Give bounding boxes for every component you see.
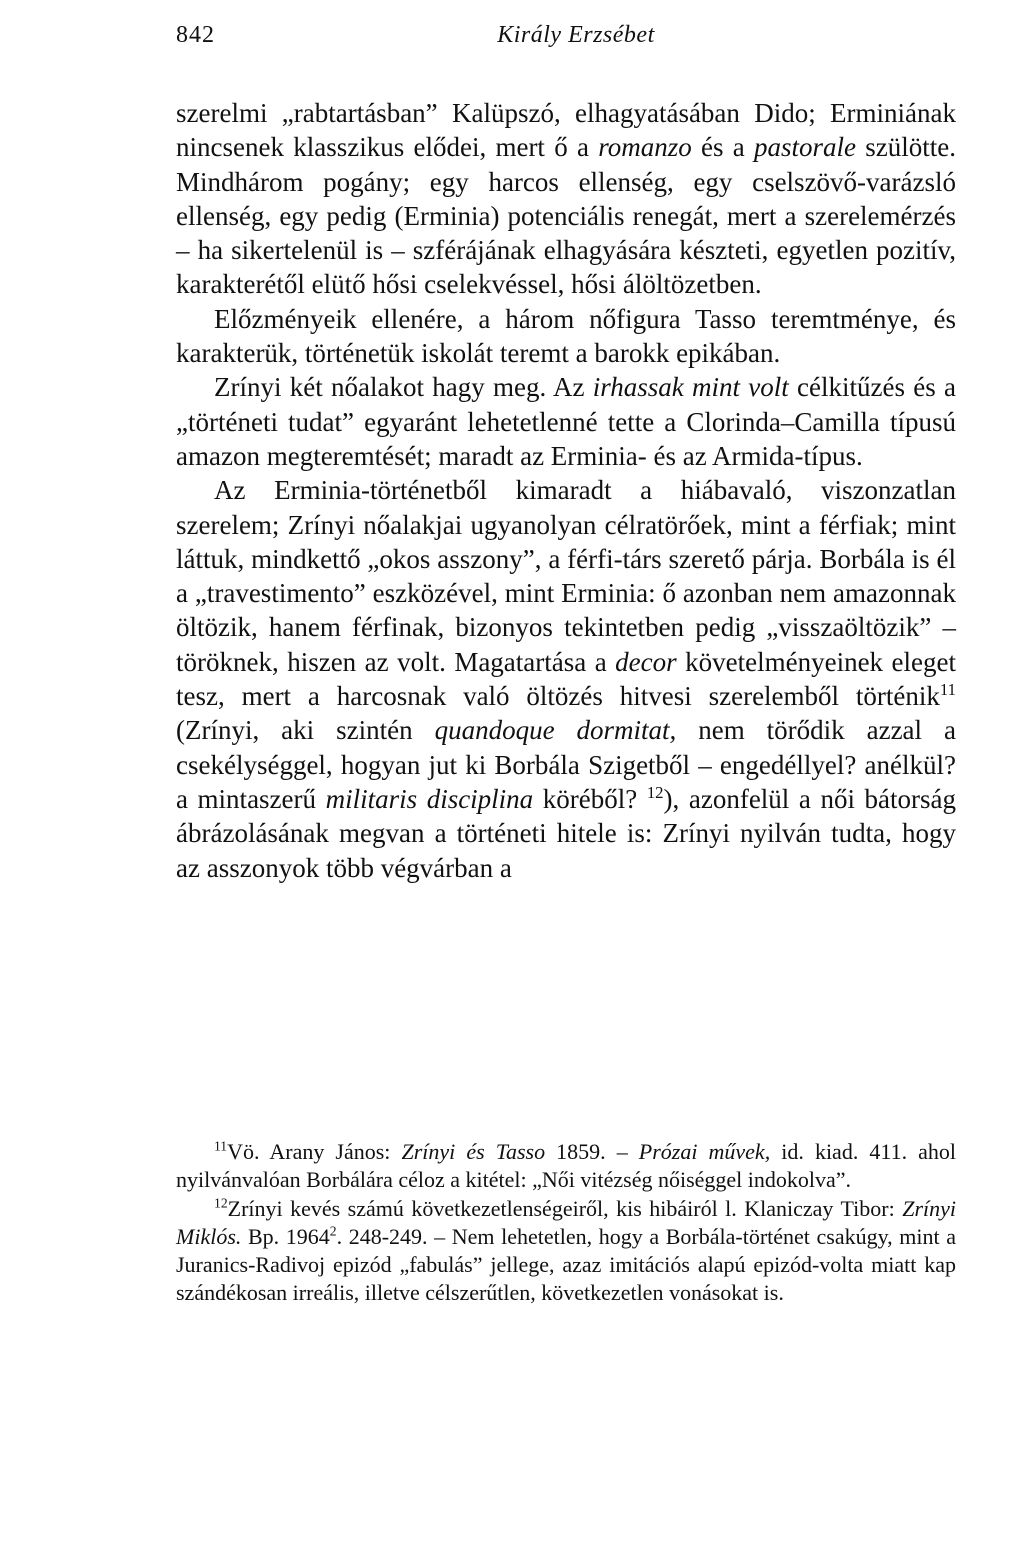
italic-text: romanzo	[598, 132, 692, 163]
italic-text: militaris disciplina	[325, 783, 534, 814]
text-run: követelményeinek eleget tesz, mert a harcosnak való öltözés hitvesi szerelemből történik	[176, 646, 956, 712]
text-run: Vö. Arany János:	[227, 1139, 402, 1164]
italic-text: quandoque dormitat,	[434, 715, 677, 746]
text-run: szerelmi „rabtartásban” Kalüpszó, elhagyatásában Dido; Erminiának nincsenek klasszikus elődei, mert ő a	[176, 98, 956, 163]
text-run: nem törődik azzal a csekélységgel, hogyan jut ki Borbála Szigetből – engedéllyel? anélkül? a mintaszerű	[176, 715, 956, 814]
text-run: . 248-249. – Nem lehetetlen, hogy a Borbála-történet csakúgy, mint a Juranics-Radivoj epizód „fabulás” jellege, azaz imitációs alapú epizód-volta miatt kap szándékosan irreális, illetve célszerűtlen, következetlen vonásokat is.	[176, 1223, 956, 1306]
italic-text: irhassak mint volt	[592, 372, 789, 403]
footnote-reference: 11	[214, 1138, 228, 1154]
italic-text: Zrínyi és Tasso	[401, 1139, 546, 1164]
text-run: ), azonfelül a női bátorság ábrázolásának megvan a történeti hitele is: Zrínyi nyilván tudta, hogy az asszonyok több végvárban a	[176, 783, 956, 883]
text-run: Zrínyi kevés számú következetlenségeiről, kis hibáiról l. Klaniczay Tibor:	[227, 1195, 903, 1221]
text-run: id. kiad. 411. ahol nyilvánvalóan Borbálára céloz a kitétel: „Női vitézség nőiséggel indokolva”.	[176, 1139, 957, 1193]
italic-text: Prózai művek,	[638, 1139, 771, 1164]
page-header	[176, 22, 956, 58]
footnote-reference: 2	[329, 1223, 337, 1239]
text-run: (Zrínyi, aki szintén	[176, 715, 435, 746]
text-run: köréből?	[533, 783, 647, 814]
text-run: Előzményeik ellenére, a három nőfigura Tasso teremtménye, és karakterük, történetük iskolát teremt a barokk epikában.	[176, 303, 956, 369]
footnotes	[176, 1138, 956, 1308]
text-run: Az Erminia-történetből kimaradt a hiábavaló, viszonzatlan szerelem; Zrínyi nőalakjai ugyanolyan célratörőek, mint a férfiak; mint láttuk, mindkettő „okos asszony”, a férfi-társ szerető párja. Borbála is él a „travestimento” eszközével, mint Erminia: ő azonban nem amazonnak öltözik, hanem férfinak, bizonyos tekintetben pedig „visszaöltözik” – töröknek, hiszen az volt. Magatartása a	[176, 475, 956, 677]
paragraph	[176, 370, 956, 473]
text-run: célkitűzés és a „történeti tudat” egyaránt lehetetlenné tette a Clorinda–Camilla típusú amazon megteremtését; maradt az Erminia- és az Armida-típus.	[176, 372, 956, 471]
paragraph	[176, 473, 956, 885]
italic-text: pastorale	[753, 132, 856, 163]
footnote-reference: 12	[214, 1195, 228, 1211]
footnote	[176, 1138, 956, 1195]
footnote	[176, 1195, 956, 1308]
paragraph	[176, 96, 956, 302]
footnote-reference: 11	[939, 680, 956, 700]
page-number: 842	[176, 22, 215, 48]
italic-text: Zrínyi Miklós.	[176, 1195, 956, 1249]
text-run: Zrínyi két nőalakot hagy meg. Az	[214, 372, 593, 403]
paragraph	[176, 302, 956, 371]
text-run: és a	[691, 132, 754, 163]
text-run: szülötte. Mindhárom pogány; egy harcos ellenség, egy cselszövő-varázsló ellenség, egy pedig (Erminia) potenciális renegát, mert a szerelemérzés – ha sikertelenül is – szférájának elhagyására készteti, egyetlen pozitív, karakterétől elütő hősi cselekvéssel, hősi álöltözetben.	[176, 132, 956, 300]
text-run: Bp. 1964	[241, 1223, 330, 1249]
body-text	[176, 96, 956, 885]
running-head: Király Erzsébet	[497, 22, 655, 48]
footnote-reference: 12	[646, 782, 664, 802]
italic-text: decor	[615, 646, 677, 677]
text-run: 1859. –	[545, 1139, 639, 1164]
